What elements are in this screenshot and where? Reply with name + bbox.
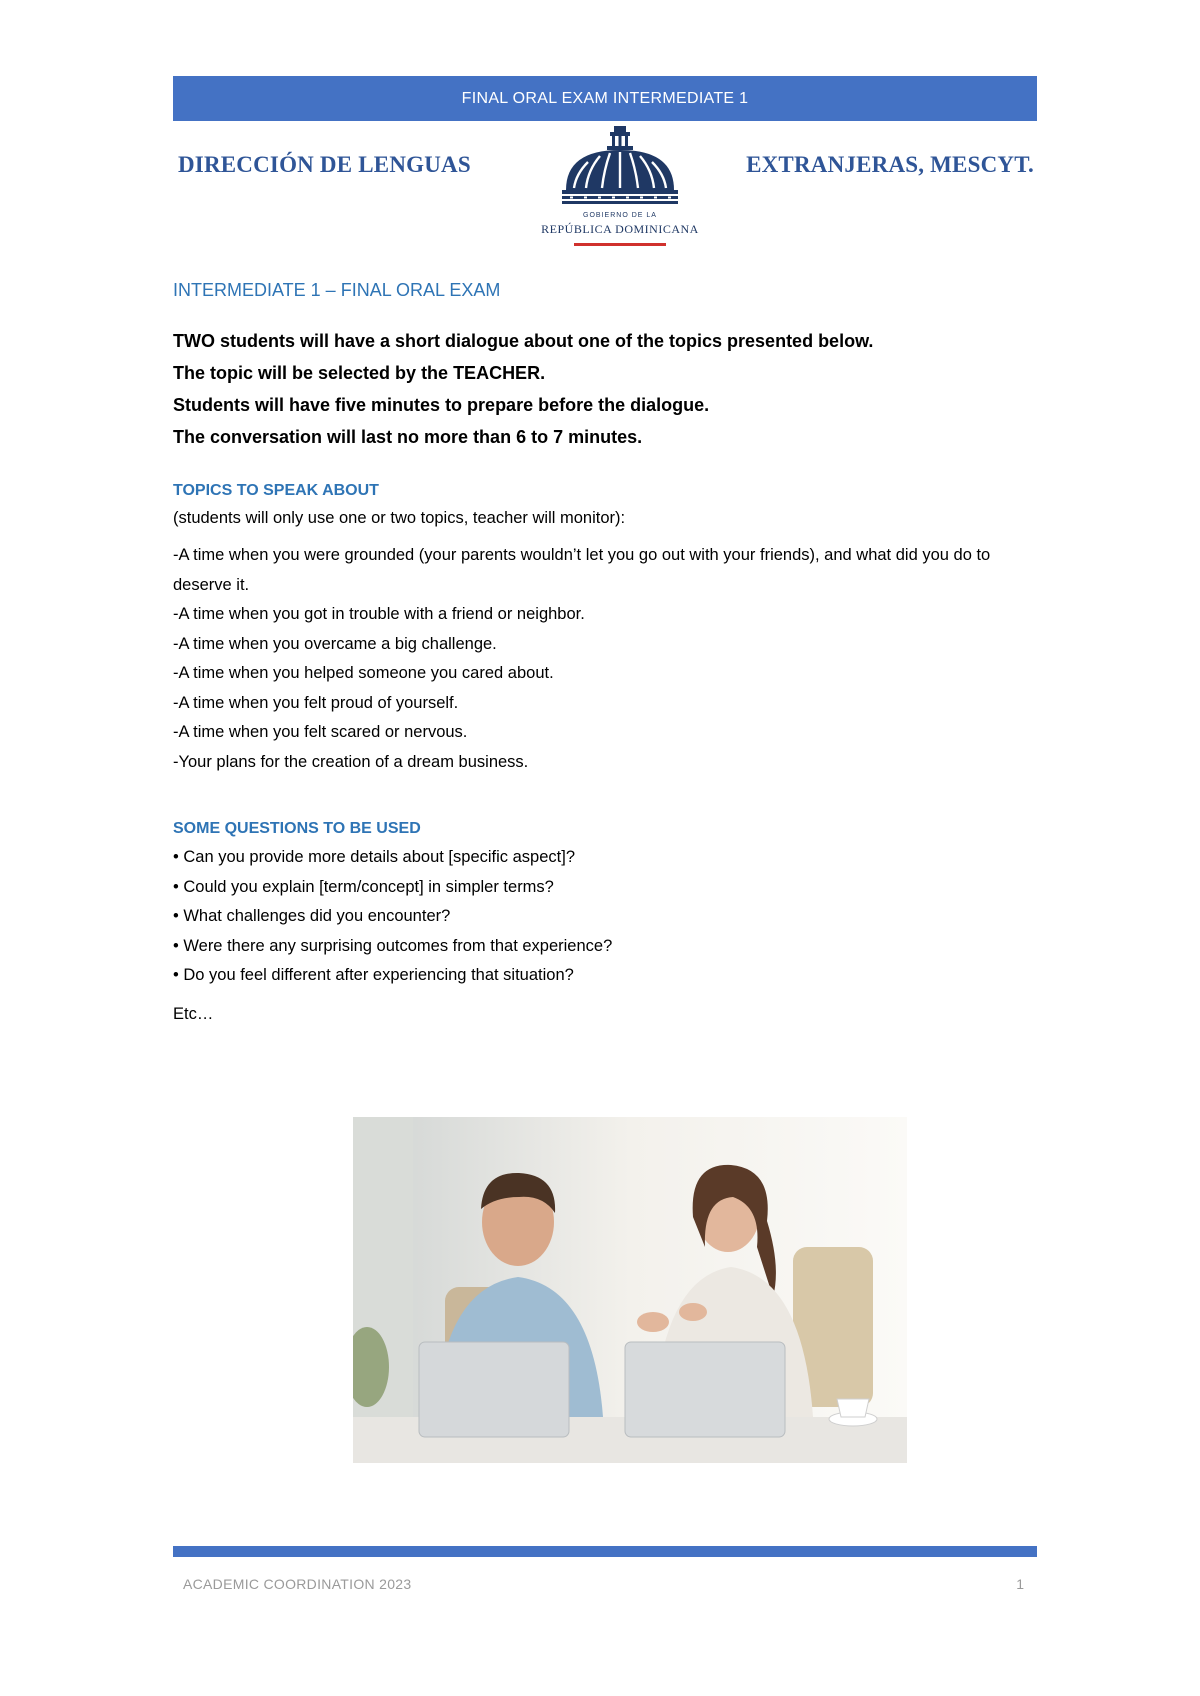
topic-item: -A time when you felt scared or nervous. <box>173 723 468 741</box>
instruction-line: Students will have five minutes to prepare before the dialogue. <box>173 395 710 415</box>
institution-left-text: DIRECCIÓN DE LENGUAS <box>178 152 471 177</box>
question-item: • Do you feel different after experiencing that situation? <box>173 966 574 984</box>
question-item: • Were there any surprising outcomes from that experience? <box>173 936 613 955</box>
topic-item: -A time when you got in trouble with a friend or neighbor. <box>173 605 585 623</box>
topic-item: -A time when you helped someone you cared about. <box>173 664 554 682</box>
topic-item: -A time when you felt proud of yourself. <box>173 693 459 712</box>
topic-item: -A time when you overcame a big challenge. <box>173 634 497 653</box>
etc-text: Etc… <box>173 1004 214 1023</box>
institution-right-text: EXTRANJERAS, MESCYT. <box>746 152 1034 177</box>
questions-heading: SOME QUESTIONS TO BE USED <box>173 820 421 837</box>
logo-red-underline <box>574 243 666 246</box>
footer-bar <box>173 1546 1037 1557</box>
topics-heading: TOPICS TO SPEAK ABOUT <box>173 482 379 499</box>
instructions-block <box>173 325 1043 453</box>
instruction-line: The conversation will last no more than 6 to 7 minutes. <box>173 427 643 447</box>
topic-item: -Your plans for the creation of a dream business. <box>173 752 529 771</box>
topics-subheading: (students will only use one or two topics, teacher will monitor): <box>173 509 626 527</box>
question-item: • Can you provide more details about [specific aspect]? <box>173 848 575 866</box>
topics-list <box>173 541 1043 777</box>
page-title: INTERMEDIATE 1 – FINAL ORAL EXAM <box>173 280 501 300</box>
students-photo <box>353 1117 907 1463</box>
question-item: • Could you explain [term/concept] in simpler terms? <box>173 877 554 896</box>
document-body <box>173 280 1043 1024</box>
footer-coordination: ACADEMIC COORDINATION 2023 <box>183 1576 412 1592</box>
page-number: 1 <box>1016 1576 1024 1592</box>
instruction-line: The topic will be selected by the TEACHER. <box>173 363 546 383</box>
instruction-line: TWO students will have a short dialogue about one of the topics presented below. <box>173 331 874 351</box>
topic-item: -A time when you were grounded (your parents wouldn’t let you go out with your friends), and what did you do to deserve it. <box>173 546 991 594</box>
header-title: FINAL ORAL EXAM INTERMEDIATE 1 <box>461 89 749 107</box>
question-item: • What challenges did you encounter? <box>173 907 451 925</box>
header-bar <box>173 76 1037 121</box>
logo-text-line1: GOBIERNO DE LA <box>583 212 657 219</box>
government-logo <box>522 126 718 252</box>
logo-text-line2: REPÚBLICA DOMINICANA <box>541 222 699 236</box>
questions-list <box>173 843 1043 991</box>
dome-icon <box>522 126 718 212</box>
